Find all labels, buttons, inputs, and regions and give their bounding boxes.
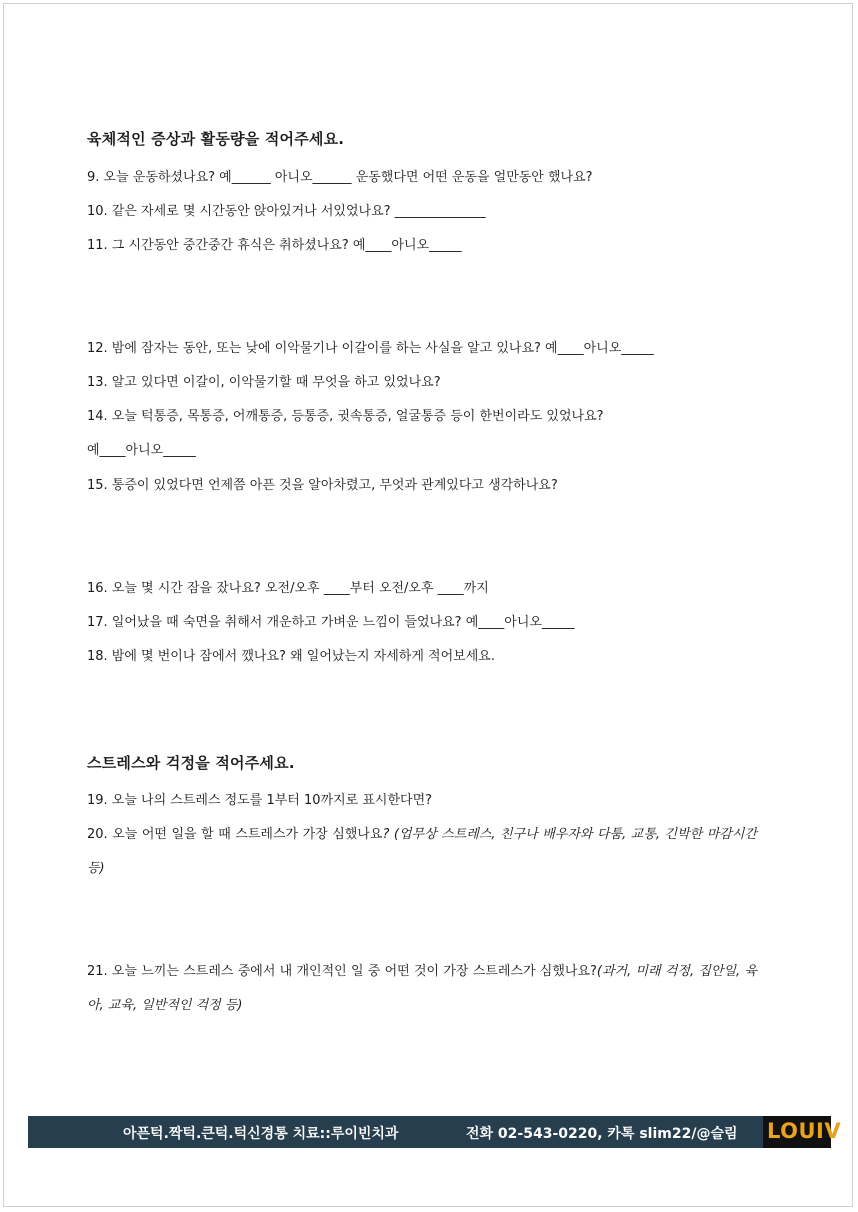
question-11: 11. 그 시간동안 중간중간 휴식은 취하셨나요? 예____아니오_____ [87, 238, 462, 253]
question-14-answer: 예____아니오_____ [87, 443, 196, 458]
footer-clinic-name: 아픈턱.짝턱.큰턱.턱신경통 치료::루이빈치과 [123, 1126, 399, 1142]
question-10: 10. 같은 자세로 몇 시간동안 앉아있거나 서있었나요? ______________ [87, 204, 486, 219]
question-12: 12. 밤에 잠자는 동안, 또는 낮에 이악물기나 이갈이를 하는 사실을 알고 있나요? 예____아니오_____ [87, 341, 654, 356]
question-9: 9. 오늘 운동하셨나요? 예______ 아니오______ 운동했다면 어떤 운동을 얼만동안 했나요? [87, 170, 593, 185]
clinic-logo-text: LOUIV [767, 1119, 842, 1143]
question-13: 13. 알고 있다면 이갈이, 이악물기할 때 무엇을 하고 있었나요? [87, 375, 441, 390]
section-heading-physical: 육체적인 증상과 활동량을 적어주세요. [87, 130, 345, 148]
question-20 [87, 818, 757, 886]
question-20-hint: ? (업무상 스트레스, 친구나 배우자와 다툼, 교통, 긴박한 마감시간 등) [87, 827, 757, 876]
question-20-text: 20. 오늘 어떤 일을 할 때 스트레스가 가장 심했나요 [87, 827, 383, 842]
question-14: 14. 오늘 턱통증, 목통증, 어깨통증, 등통증, 귓속통증, 얼굴통증 등이 한번이라도 있었나요? [87, 409, 604, 424]
question-18: 18. 밤에 몇 번이나 잠에서 깼나요? 왜 일어났는지 자세하게 적어보세요. [87, 649, 495, 664]
question-19: 19. 오늘 나의 스트레스 정도를 1부터 10까지로 표시한다면? [87, 793, 433, 808]
question-16: 16. 오늘 몇 시간 잠을 잤나요? 오전/오후 ____부터 오전/오후 ____까지 [87, 581, 489, 596]
section-heading-stress: 스트레스와 걱정을 적어주세요. [87, 754, 295, 772]
question-21-hint: (과거, 미래 걱정, 집안일, 육아, 교육, 일반적인 걱정 등) [87, 964, 757, 1013]
footer-contact: 전화 02-543-0220, 카톡 slim22/@슬림 [466, 1126, 738, 1142]
clinic-logo [763, 1116, 842, 1148]
question-21 [87, 955, 757, 1023]
question-21-text: 21. 오늘 느끼는 스트레스 중에서 내 개인적인 일 중 어떤 것이 가장 스트레스가 심했나요? [87, 964, 597, 979]
question-15: 15. 통증이 있었다면 언제쯤 아픈 것을 알아차렸고, 무엇과 관계있다고 생각하나요? [87, 478, 558, 493]
question-17: 17. 일어났을 때 숙면을 취해서 개운하고 가벼운 느낌이 들었나요? 예____아니오_____ [87, 615, 575, 630]
footer-banner [28, 1116, 842, 1148]
